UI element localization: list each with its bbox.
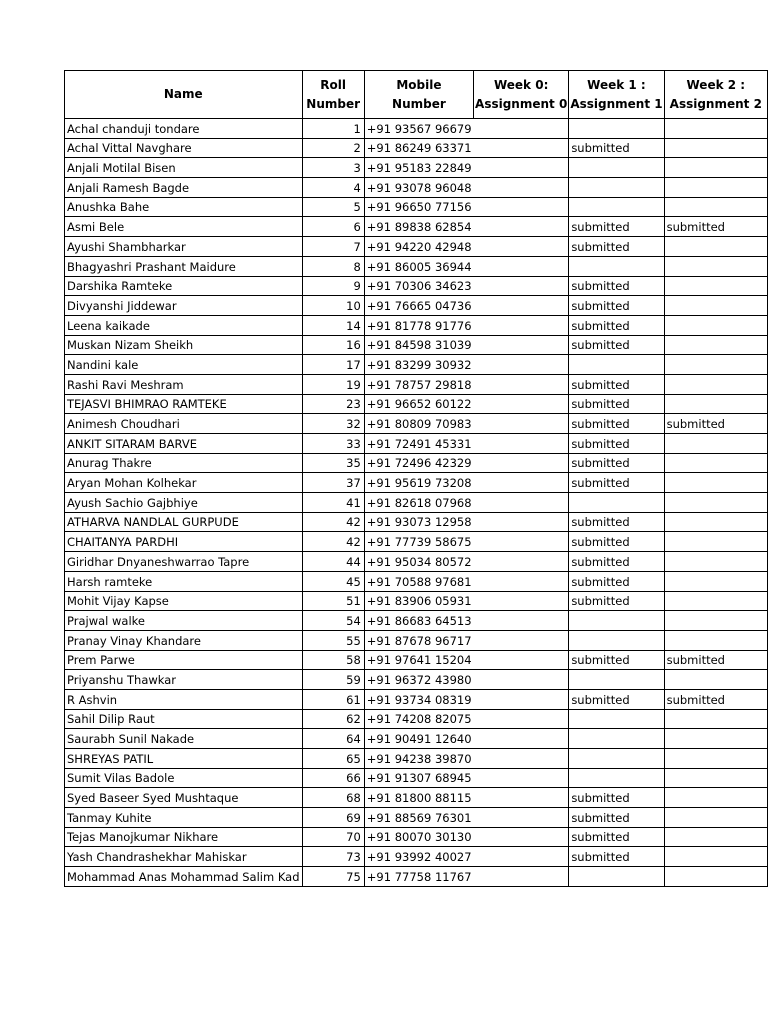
table-row — [65, 493, 768, 513]
cell-name: Bhagyashri Prashant Maidure — [65, 256, 303, 276]
cell-week1-status: submitted — [569, 552, 664, 572]
cell-week1-status — [569, 749, 664, 769]
cell-week2-status — [664, 453, 767, 473]
cell-week2-status — [664, 473, 767, 493]
cell-mobile-number: +91 88569 76301 — [364, 808, 473, 828]
cell-week1-status: submitted — [569, 571, 664, 591]
cell-name: Aryan Mohan Kolhekar — [65, 473, 303, 493]
cell-week1-status: submitted — [569, 296, 664, 316]
table-row — [65, 315, 768, 335]
cell-mobile-number: +91 70306 34623 — [364, 276, 473, 296]
cell-week1-status — [569, 709, 664, 729]
cell-name: Nandini kale — [65, 355, 303, 375]
cell-name: Anjali Ramesh Bagde — [65, 178, 303, 198]
cell-week2-status — [664, 630, 767, 650]
cell-name: Leena kaikade — [65, 315, 303, 335]
cell-roll-number: 42 — [302, 532, 364, 552]
cell-week2-status — [664, 119, 767, 139]
cell-week0-status — [474, 335, 569, 355]
cell-roll-number: 41 — [302, 493, 364, 513]
cell-week0-status — [474, 512, 569, 532]
cell-name: Darshika Ramteke — [65, 276, 303, 296]
cell-week1-status: submitted — [569, 808, 664, 828]
table-row — [65, 237, 768, 257]
cell-roll-number: 7 — [302, 237, 364, 257]
cell-week2-status — [664, 571, 767, 591]
table-row — [65, 374, 768, 394]
table-row — [65, 178, 768, 198]
cell-mobile-number: +91 91307 68945 — [364, 768, 473, 788]
cell-mobile-number: +91 86005 36944 — [364, 256, 473, 276]
cell-mobile-number: +91 93078 96048 — [364, 178, 473, 198]
table-row — [65, 512, 768, 532]
cell-week2-status — [664, 374, 767, 394]
cell-mobile-number: +91 96652 60122 — [364, 394, 473, 414]
cell-name: Prajwal walke — [65, 611, 303, 631]
cell-roll-number: 73 — [302, 847, 364, 867]
cell-week1-status: submitted — [569, 512, 664, 532]
table-row — [65, 355, 768, 375]
cell-roll-number: 61 — [302, 689, 364, 709]
cell-name: Rashi Ravi Meshram — [65, 374, 303, 394]
header-name: Name — [65, 71, 303, 119]
cell-week0-status — [474, 434, 569, 454]
cell-mobile-number: +91 72496 42329 — [364, 453, 473, 473]
cell-roll-number: 58 — [302, 650, 364, 670]
cell-week1-status — [569, 768, 664, 788]
cell-week0-status — [474, 650, 569, 670]
cell-mobile-number: +91 89838 62854 — [364, 217, 473, 237]
table-row — [65, 630, 768, 650]
cell-mobile-number: +91 93734 08319 — [364, 689, 473, 709]
header-row — [65, 71, 768, 119]
cell-week2-status: submitted — [664, 650, 767, 670]
cell-week0-status — [474, 355, 569, 375]
cell-name: Ayushi Shambharkar — [65, 237, 303, 257]
cell-mobile-number: +91 78757 29818 — [364, 374, 473, 394]
cell-week2-status — [664, 138, 767, 158]
table-row — [65, 335, 768, 355]
cell-week2-status — [664, 532, 767, 552]
cell-roll-number: 68 — [302, 788, 364, 808]
cell-roll-number: 62 — [302, 709, 364, 729]
cell-week2-status — [664, 788, 767, 808]
cell-week2-status — [664, 808, 767, 828]
cell-week0-status — [474, 237, 569, 257]
cell-week0-status — [474, 552, 569, 572]
cell-roll-number: 33 — [302, 434, 364, 454]
cell-week0-status — [474, 867, 569, 887]
cell-week2-status — [664, 611, 767, 631]
cell-week2-status — [664, 827, 767, 847]
cell-week2-status — [664, 355, 767, 375]
table-row — [65, 217, 768, 237]
cell-week1-status: submitted — [569, 237, 664, 257]
cell-week0-status — [474, 276, 569, 296]
cell-week0-status — [474, 827, 569, 847]
cell-mobile-number: +91 94238 39870 — [364, 749, 473, 769]
cell-name: ANKIT SITARAM BARVE — [65, 434, 303, 454]
cell-week0-status — [474, 178, 569, 198]
cell-week2-status — [664, 178, 767, 198]
cell-name: Anurag Thakre — [65, 453, 303, 473]
cell-week1-status — [569, 630, 664, 650]
cell-name: Mohammad Anas Mohammad Salim Kad — [65, 867, 303, 887]
cell-name: Sumit Vilas Badole — [65, 768, 303, 788]
cell-roll-number: 32 — [302, 414, 364, 434]
cell-week1-status: submitted — [569, 335, 664, 355]
table-body — [65, 119, 768, 887]
cell-name: Anjali Motilal Bisen — [65, 158, 303, 178]
cell-name: Yash Chandrashekhar Mahiskar — [65, 847, 303, 867]
cell-mobile-number: +91 87678 96717 — [364, 630, 473, 650]
cell-week1-status: submitted — [569, 434, 664, 454]
table-row — [65, 709, 768, 729]
cell-week1-status — [569, 158, 664, 178]
cell-name: Priyanshu Thawkar — [65, 670, 303, 690]
table-row — [65, 138, 768, 158]
cell-roll-number: 23 — [302, 394, 364, 414]
cell-week0-status — [474, 571, 569, 591]
cell-week2-status — [664, 729, 767, 749]
cell-week1-status — [569, 867, 664, 887]
cell-roll-number: 8 — [302, 256, 364, 276]
cell-week2-status: submitted — [664, 689, 767, 709]
cell-week2-status — [664, 296, 767, 316]
cell-week0-status — [474, 749, 569, 769]
cell-mobile-number: +91 80070 30130 — [364, 827, 473, 847]
cell-roll-number: 10 — [302, 296, 364, 316]
cell-week1-status — [569, 670, 664, 690]
table-row — [65, 808, 768, 828]
table-row — [65, 768, 768, 788]
cell-week1-status: submitted — [569, 315, 664, 335]
table-row — [65, 571, 768, 591]
cell-week2-status — [664, 552, 767, 572]
table-row — [65, 296, 768, 316]
table-row — [65, 867, 768, 887]
cell-week0-status — [474, 453, 569, 473]
cell-week0-status — [474, 689, 569, 709]
table-row — [65, 788, 768, 808]
cell-week2-status — [664, 867, 767, 887]
table-row — [65, 650, 768, 670]
cell-week2-status — [664, 591, 767, 611]
cell-week0-status — [474, 315, 569, 335]
cell-week2-status — [664, 158, 767, 178]
cell-week1-status — [569, 729, 664, 749]
cell-mobile-number: +91 95619 73208 — [364, 473, 473, 493]
table-row — [65, 591, 768, 611]
cell-week0-status — [474, 768, 569, 788]
cell-mobile-number: +91 93073 12958 — [364, 512, 473, 532]
cell-week2-status — [664, 315, 767, 335]
cell-mobile-number: +91 93567 96679 — [364, 119, 473, 139]
cell-name: Saurabh Sunil Nakade — [65, 729, 303, 749]
cell-name: Anushka Bahe — [65, 197, 303, 217]
cell-week1-status: submitted — [569, 650, 664, 670]
cell-week2-status — [664, 709, 767, 729]
header-mobile-number: Mobile Number — [364, 71, 473, 119]
cell-week0-status — [474, 788, 569, 808]
cell-week2-status: submitted — [664, 414, 767, 434]
cell-week0-status — [474, 670, 569, 690]
cell-name: Animesh Choudhari — [65, 414, 303, 434]
cell-mobile-number: +91 86249 63371 — [364, 138, 473, 158]
cell-mobile-number: +91 83906 05931 — [364, 591, 473, 611]
cell-week2-status — [664, 493, 767, 513]
cell-week1-status — [569, 197, 664, 217]
table-row — [65, 749, 768, 769]
cell-week0-status — [474, 197, 569, 217]
table-header — [65, 71, 768, 119]
table-row — [65, 611, 768, 631]
table-row — [65, 256, 768, 276]
cell-week2-status — [664, 749, 767, 769]
cell-week1-status: submitted — [569, 827, 664, 847]
table-row — [65, 394, 768, 414]
cell-mobile-number: +91 76665 04736 — [364, 296, 473, 316]
cell-name: Giridhar Dnyaneshwarrao Tapre — [65, 552, 303, 572]
cell-roll-number: 75 — [302, 867, 364, 887]
cell-week0-status — [474, 256, 569, 276]
header-week2-assignment: Week 2 : Assignment 2 — [664, 71, 767, 119]
table-row — [65, 670, 768, 690]
cell-roll-number: 17 — [302, 355, 364, 375]
cell-week2-status — [664, 512, 767, 532]
cell-week1-status — [569, 119, 664, 139]
cell-week0-status — [474, 591, 569, 611]
cell-roll-number: 37 — [302, 473, 364, 493]
cell-week1-status: submitted — [569, 847, 664, 867]
table-row — [65, 729, 768, 749]
cell-roll-number: 16 — [302, 335, 364, 355]
cell-week0-status — [474, 847, 569, 867]
cell-week1-status: submitted — [569, 788, 664, 808]
cell-mobile-number: +91 72491 45331 — [364, 434, 473, 454]
cell-name: TEJASVI BHIMRAO RAMTEKE — [65, 394, 303, 414]
header-roll-number: Roll Number — [302, 71, 364, 119]
cell-name: Divyanshi Jiddewar — [65, 296, 303, 316]
cell-week0-status — [474, 296, 569, 316]
cell-roll-number: 6 — [302, 217, 364, 237]
cell-mobile-number: +91 82618 07968 — [364, 493, 473, 513]
cell-mobile-number: +91 90491 12640 — [364, 729, 473, 749]
cell-roll-number: 35 — [302, 453, 364, 473]
cell-name: Harsh ramteke — [65, 571, 303, 591]
cell-week2-status — [664, 276, 767, 296]
table-row — [65, 276, 768, 296]
cell-week0-status — [474, 473, 569, 493]
cell-roll-number: 45 — [302, 571, 364, 591]
cell-name: Ayush Sachio Gajbhiye — [65, 493, 303, 513]
cell-roll-number: 70 — [302, 827, 364, 847]
cell-week2-status — [664, 768, 767, 788]
cell-mobile-number: +91 80809 70983 — [364, 414, 473, 434]
cell-roll-number: 51 — [302, 591, 364, 611]
cell-week0-status — [474, 217, 569, 237]
cell-week0-status — [474, 709, 569, 729]
cell-mobile-number: +91 77739 58675 — [364, 532, 473, 552]
header-week0-assignment: Week 0: Assignment 0 — [474, 71, 569, 119]
cell-week2-status: submitted — [664, 217, 767, 237]
cell-name: Achal chanduji tondare — [65, 119, 303, 139]
cell-week1-status — [569, 355, 664, 375]
cell-mobile-number: +91 70588 97681 — [364, 571, 473, 591]
cell-name: Achal Vittal Navghare — [65, 138, 303, 158]
table-row — [65, 453, 768, 473]
cell-week1-status — [569, 611, 664, 631]
cell-name: CHAITANYA PARDHI — [65, 532, 303, 552]
student-assignment-table — [64, 70, 768, 887]
cell-week0-status — [474, 729, 569, 749]
cell-roll-number: 65 — [302, 749, 364, 769]
header-week1-assignment: Week 1 : Assignment 1 — [569, 71, 664, 119]
cell-week2-status — [664, 847, 767, 867]
cell-mobile-number: +91 93992 40027 — [364, 847, 473, 867]
cell-week1-status: submitted — [569, 532, 664, 552]
table-row — [65, 827, 768, 847]
cell-roll-number: 9 — [302, 276, 364, 296]
cell-week1-status: submitted — [569, 689, 664, 709]
cell-week0-status — [474, 414, 569, 434]
cell-name: Tanmay Kuhite — [65, 808, 303, 828]
cell-roll-number: 55 — [302, 630, 364, 650]
cell-roll-number: 64 — [302, 729, 364, 749]
cell-week0-status — [474, 493, 569, 513]
cell-roll-number: 54 — [302, 611, 364, 631]
cell-week1-status: submitted — [569, 374, 664, 394]
cell-roll-number: 3 — [302, 158, 364, 178]
table-row — [65, 473, 768, 493]
cell-roll-number: 4 — [302, 178, 364, 198]
cell-week0-status — [474, 611, 569, 631]
cell-week1-status: submitted — [569, 473, 664, 493]
cell-week0-status — [474, 119, 569, 139]
table-row — [65, 847, 768, 867]
table-row — [65, 552, 768, 572]
cell-week1-status: submitted — [569, 394, 664, 414]
cell-mobile-number: +91 83299 30932 — [364, 355, 473, 375]
cell-mobile-number: +91 94220 42948 — [364, 237, 473, 257]
cell-name: Pranay Vinay Khandare — [65, 630, 303, 650]
cell-week0-status — [474, 630, 569, 650]
cell-week1-status: submitted — [569, 414, 664, 434]
cell-week0-status — [474, 532, 569, 552]
cell-mobile-number: +91 81800 88115 — [364, 788, 473, 808]
cell-roll-number: 2 — [302, 138, 364, 158]
cell-mobile-number: +91 96372 43980 — [364, 670, 473, 690]
cell-name: Tejas Manojkumar Nikhare — [65, 827, 303, 847]
cell-mobile-number: +91 95034 80572 — [364, 552, 473, 572]
cell-week0-status — [474, 138, 569, 158]
cell-week1-status — [569, 178, 664, 198]
cell-roll-number: 5 — [302, 197, 364, 217]
cell-roll-number: 19 — [302, 374, 364, 394]
cell-week2-status — [664, 197, 767, 217]
cell-mobile-number: +91 81778 91776 — [364, 315, 473, 335]
cell-week1-status — [569, 493, 664, 513]
table-row — [65, 119, 768, 139]
cell-name: Prem Parwe — [65, 650, 303, 670]
cell-name: Muskan Nizam Sheikh — [65, 335, 303, 355]
cell-week1-status: submitted — [569, 217, 664, 237]
cell-mobile-number: +91 96650 77156 — [364, 197, 473, 217]
cell-name: Sahil Dilip Raut — [65, 709, 303, 729]
cell-roll-number: 59 — [302, 670, 364, 690]
cell-roll-number: 44 — [302, 552, 364, 572]
cell-name: ATHARVA NANDLAL GURPUDE — [65, 512, 303, 532]
cell-name: Asmi Bele — [65, 217, 303, 237]
cell-mobile-number: +91 97641 15204 — [364, 650, 473, 670]
cell-roll-number: 66 — [302, 768, 364, 788]
table-row — [65, 434, 768, 454]
cell-week2-status — [664, 670, 767, 690]
table-row — [65, 197, 768, 217]
cell-week0-status — [474, 394, 569, 414]
cell-roll-number: 42 — [302, 512, 364, 532]
cell-roll-number: 14 — [302, 315, 364, 335]
table-row — [65, 689, 768, 709]
cell-week1-status: submitted — [569, 591, 664, 611]
table-row — [65, 532, 768, 552]
cell-roll-number: 69 — [302, 808, 364, 828]
cell-mobile-number: +91 95183 22849 — [364, 158, 473, 178]
cell-week2-status — [664, 434, 767, 454]
cell-mobile-number: +91 74208 82075 — [364, 709, 473, 729]
cell-mobile-number: +91 84598 31039 — [364, 335, 473, 355]
cell-week1-status — [569, 256, 664, 276]
cell-week0-status — [474, 808, 569, 828]
cell-week1-status: submitted — [569, 276, 664, 296]
cell-week1-status: submitted — [569, 453, 664, 473]
cell-roll-number: 1 — [302, 119, 364, 139]
cell-week0-status — [474, 374, 569, 394]
cell-week2-status — [664, 237, 767, 257]
cell-week0-status — [474, 158, 569, 178]
cell-name: Mohit Vijay Kapse — [65, 591, 303, 611]
cell-name: Syed Baseer Syed Mushtaque — [65, 788, 303, 808]
cell-name: SHREYAS PATIL — [65, 749, 303, 769]
table-row — [65, 158, 768, 178]
cell-mobile-number: +91 77758 11767 — [364, 867, 473, 887]
cell-week2-status — [664, 394, 767, 414]
table-row — [65, 414, 768, 434]
cell-mobile-number: +91 86683 64513 — [364, 611, 473, 631]
cell-week2-status — [664, 256, 767, 276]
cell-name: R Ashvin — [65, 689, 303, 709]
cell-week2-status — [664, 335, 767, 355]
cell-week1-status: submitted — [569, 138, 664, 158]
